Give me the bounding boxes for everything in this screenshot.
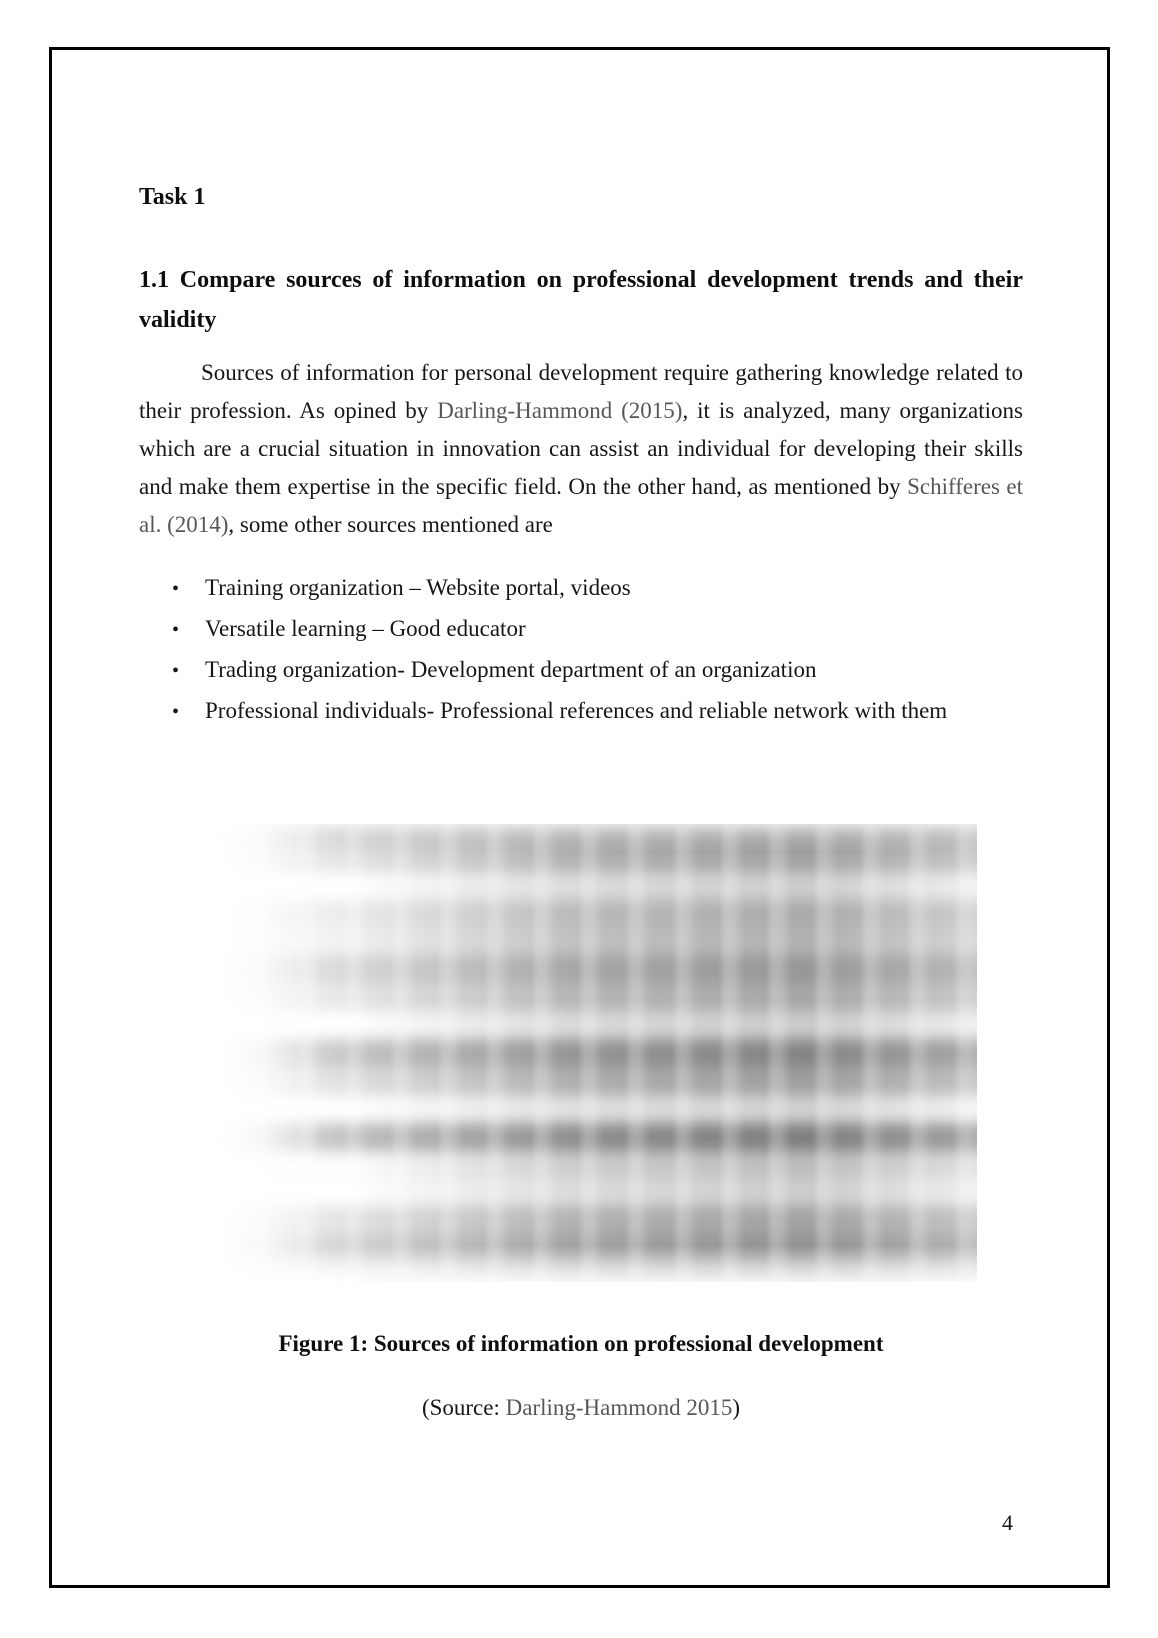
plain-text: Sources of information for personal development require gathering knowledge related to their profession. As opined by	[139, 360, 1023, 423]
page-number: 4	[1002, 1510, 1013, 1535]
bullet-list	[139, 568, 1023, 732]
bullet-text: Versatile learning – Good educator	[205, 616, 526, 641]
bullet-item	[139, 650, 1023, 691]
bullet-item	[139, 568, 1023, 609]
plain-text: )	[732, 1395, 741, 1420]
task-title: Task 1	[139, 184, 206, 210]
bullet-text: Trading organization- Development department of an organization	[205, 657, 817, 682]
plain-text: , some other sources mentioned are	[228, 512, 553, 537]
bullet-icon: •	[172, 619, 180, 641]
plain-text: , it is analyzed, many organizations which are a crucial situation in innovation can assist an individual for developing their skills and make them expertise in the specific field. On the other hand, as mentioned by	[139, 398, 1023, 499]
plain-text: (Source:	[421, 1395, 506, 1420]
bullet-icon: •	[172, 578, 180, 600]
bullet-icon: •	[172, 660, 180, 682]
figure-caption: Figure 1: Sources of information on professional development	[278, 1331, 884, 1356]
figure-vertical-fade	[205, 824, 977, 1282]
page-content	[52, 50, 1107, 1585]
bullet-item	[139, 691, 1023, 732]
section-heading: 1.1 Compare sources of information on professional development trends and their validity	[139, 267, 1023, 333]
bullet-text: Training organization – Website portal, videos	[205, 575, 631, 600]
bullet-item	[139, 609, 1023, 650]
citation-text: Darling-Hammond 2015	[505, 1395, 733, 1420]
citation-text: Darling-Hammond (2015)	[437, 398, 683, 423]
bullet-text: Professional individuals- Professional references and reliable network with them	[205, 698, 948, 723]
figure-image	[205, 824, 977, 1282]
page-border	[49, 47, 1110, 1588]
body-paragraph	[139, 354, 1023, 544]
citation-text: Schifferes et al. (2014)	[139, 474, 1024, 537]
bullet-icon: •	[172, 701, 180, 723]
figure-source	[139, 1388, 1023, 1428]
